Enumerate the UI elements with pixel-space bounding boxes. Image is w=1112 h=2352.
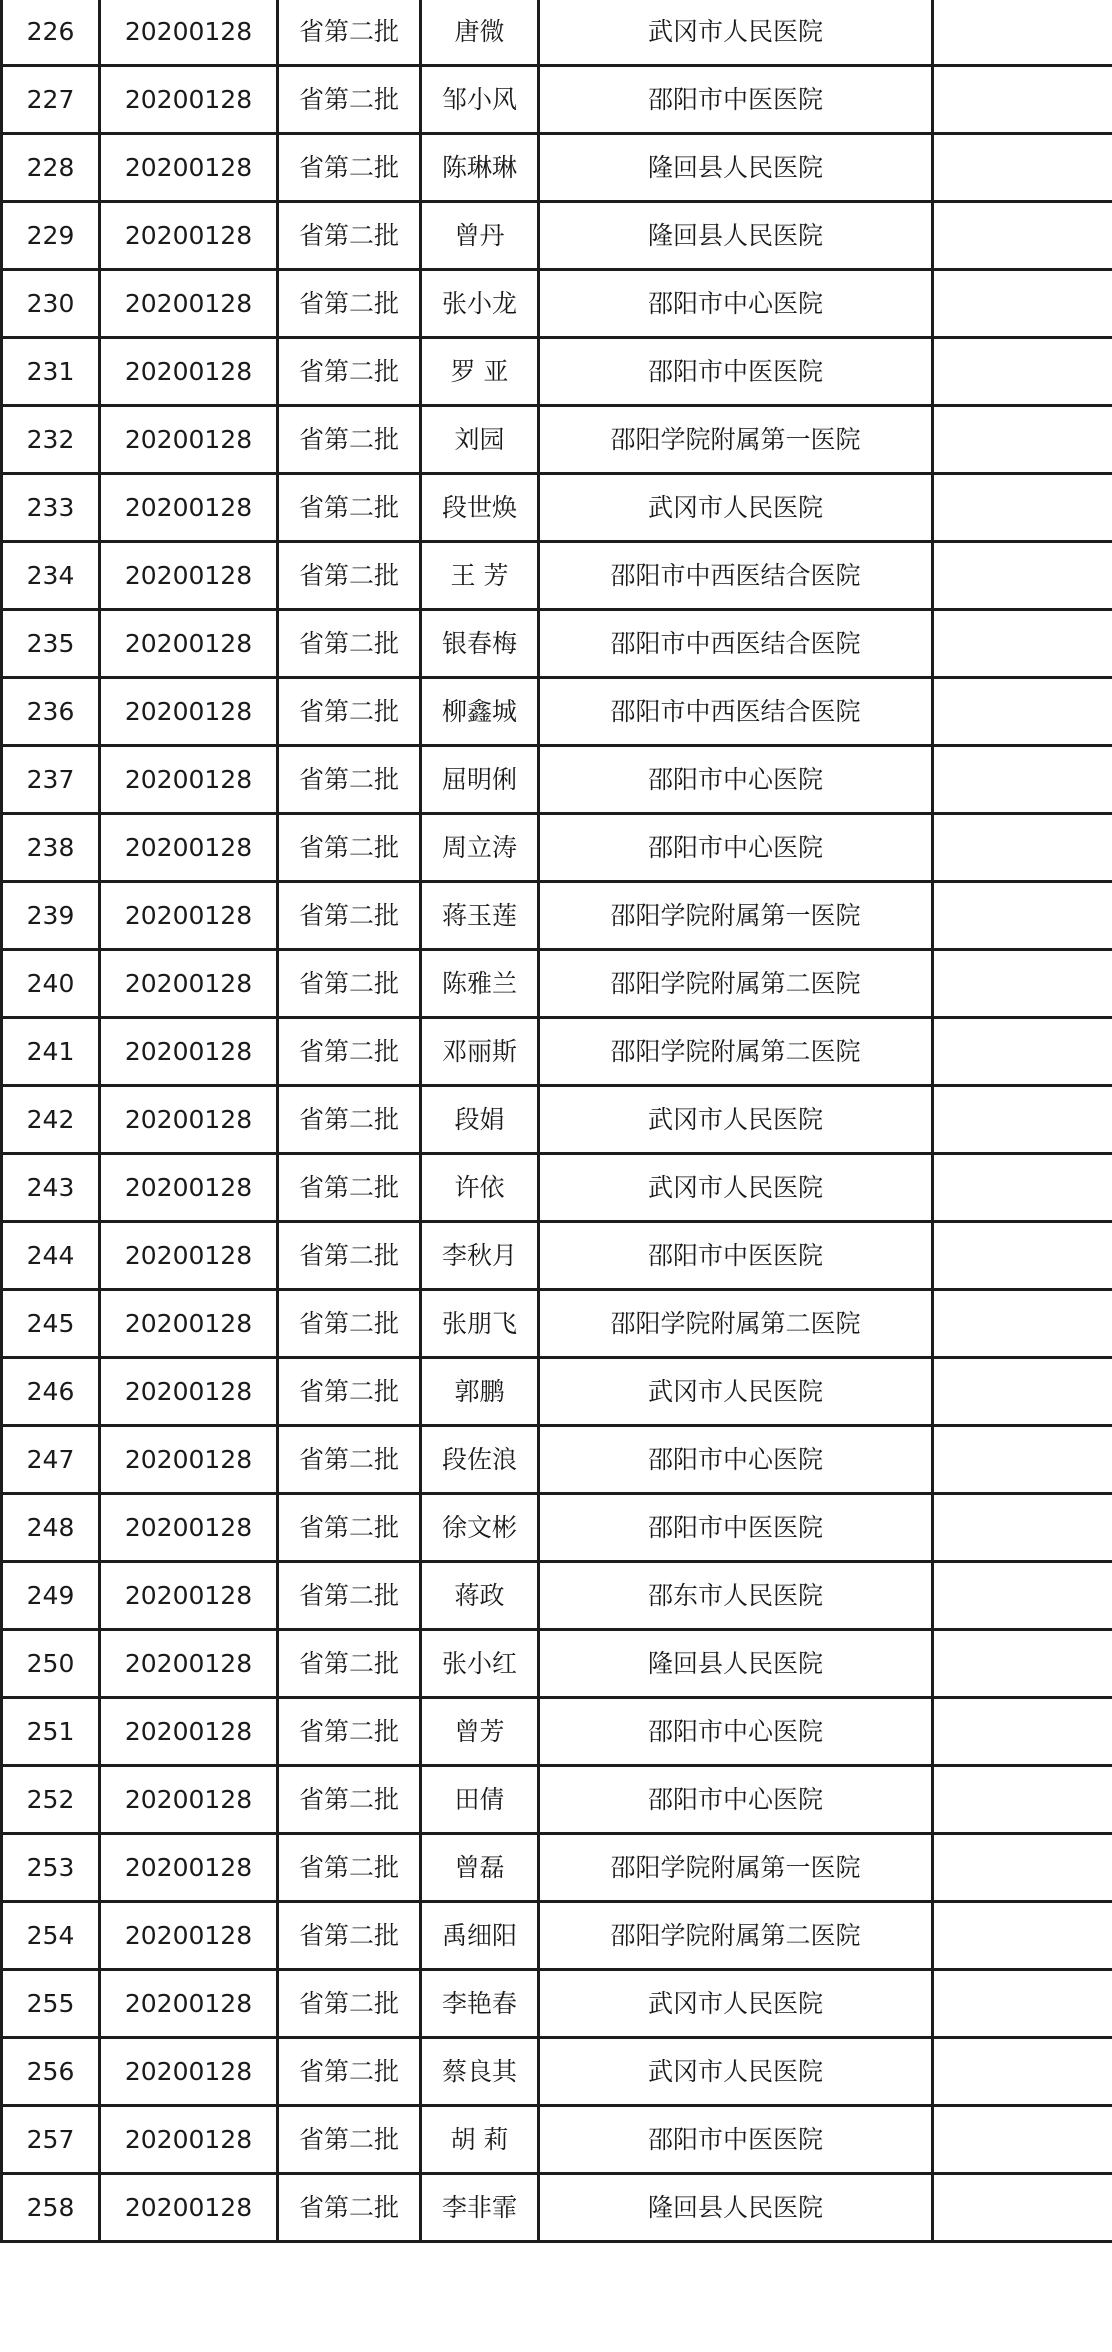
batch-cell: 省第二批 xyxy=(278,1630,421,1698)
hospital-cell: 邵阳市中心医院 xyxy=(539,1426,933,1494)
note-cell xyxy=(933,1562,1112,1630)
name-cell: 王 芳 xyxy=(421,542,539,610)
table-row xyxy=(2,1902,1112,1970)
note-cell xyxy=(933,134,1112,202)
date-cell: 20200128 xyxy=(100,474,278,542)
date-cell: 20200128 xyxy=(100,542,278,610)
row-number-cell: 244 xyxy=(2,1222,100,1290)
row-number-cell: 250 xyxy=(2,1630,100,1698)
date-cell: 20200128 xyxy=(100,678,278,746)
date-cell: 20200128 xyxy=(100,1494,278,1562)
batch-cell: 省第二批 xyxy=(278,1494,421,1562)
hospital-cell: 邵阳市中心医院 xyxy=(539,1766,933,1834)
hospital-cell: 邵阳市中医医院 xyxy=(539,2106,933,2174)
batch-cell: 省第二批 xyxy=(278,610,421,678)
name-cell: 张小红 xyxy=(421,1630,539,1698)
date-cell: 20200128 xyxy=(100,1562,278,1630)
hospital-cell: 邵阳市中医医院 xyxy=(539,338,933,406)
hospital-cell: 武冈市人民医院 xyxy=(539,474,933,542)
row-number-cell: 242 xyxy=(2,1086,100,1154)
table-row xyxy=(2,0,1112,66)
name-cell: 邹小风 xyxy=(421,66,539,134)
date-cell: 20200128 xyxy=(100,1970,278,2038)
table-row xyxy=(2,814,1112,882)
name-cell: 李秋月 xyxy=(421,1222,539,1290)
row-number-cell: 231 xyxy=(2,338,100,406)
table-row xyxy=(2,1494,1112,1562)
note-cell xyxy=(933,1358,1112,1426)
batch-cell: 省第二批 xyxy=(278,2038,421,2106)
date-cell: 20200128 xyxy=(100,270,278,338)
table-row xyxy=(2,2038,1112,2106)
row-number-cell: 257 xyxy=(2,2106,100,2174)
table-row xyxy=(2,1562,1112,1630)
hospital-cell: 隆回县人民医院 xyxy=(539,202,933,270)
date-cell: 20200128 xyxy=(100,746,278,814)
date-cell: 20200128 xyxy=(100,1698,278,1766)
note-cell xyxy=(933,66,1112,134)
table-row xyxy=(2,1766,1112,1834)
row-number-cell: 245 xyxy=(2,1290,100,1358)
note-cell xyxy=(933,1154,1112,1222)
row-number-cell: 232 xyxy=(2,406,100,474)
table-row xyxy=(2,474,1112,542)
note-cell xyxy=(933,0,1112,66)
hospital-cell: 邵阳市中医医院 xyxy=(539,66,933,134)
date-cell: 20200128 xyxy=(100,0,278,66)
table-row xyxy=(2,2174,1112,2242)
row-number-cell: 227 xyxy=(2,66,100,134)
batch-cell: 省第二批 xyxy=(278,746,421,814)
hospital-cell: 邵阳学院附属第一医院 xyxy=(539,882,933,950)
name-cell: 蔡良其 xyxy=(421,2038,539,2106)
note-cell xyxy=(933,1086,1112,1154)
row-number-cell: 239 xyxy=(2,882,100,950)
name-cell: 曾芳 xyxy=(421,1698,539,1766)
date-cell: 20200128 xyxy=(100,1018,278,1086)
row-number-cell: 251 xyxy=(2,1698,100,1766)
row-number-cell: 234 xyxy=(2,542,100,610)
date-cell: 20200128 xyxy=(100,882,278,950)
row-number-cell: 236 xyxy=(2,678,100,746)
row-number-cell: 229 xyxy=(2,202,100,270)
hospital-cell: 邵阳学院附属第一医院 xyxy=(539,1834,933,1902)
note-cell xyxy=(933,950,1112,1018)
name-cell: 段世焕 xyxy=(421,474,539,542)
note-cell xyxy=(933,1902,1112,1970)
batch-cell: 省第二批 xyxy=(278,2106,421,2174)
date-cell: 20200128 xyxy=(100,1358,278,1426)
batch-cell: 省第二批 xyxy=(278,406,421,474)
note-cell xyxy=(933,1766,1112,1834)
hospital-cell: 邵阳市中心医院 xyxy=(539,814,933,882)
name-cell: 唐微 xyxy=(421,0,539,66)
name-cell: 屈明俐 xyxy=(421,746,539,814)
batch-cell: 省第二批 xyxy=(278,1018,421,1086)
name-cell: 曾磊 xyxy=(421,1834,539,1902)
name-cell: 陈琳琳 xyxy=(421,134,539,202)
hospital-cell: 武冈市人民医院 xyxy=(539,1154,933,1222)
note-cell xyxy=(933,882,1112,950)
name-cell: 银春梅 xyxy=(421,610,539,678)
note-cell xyxy=(933,2038,1112,2106)
table-row xyxy=(2,678,1112,746)
batch-cell: 省第二批 xyxy=(278,2174,421,2242)
note-cell xyxy=(933,1290,1112,1358)
table-row xyxy=(2,1630,1112,1698)
name-cell: 张小龙 xyxy=(421,270,539,338)
note-cell xyxy=(933,1698,1112,1766)
date-cell: 20200128 xyxy=(100,134,278,202)
batch-cell: 省第二批 xyxy=(278,134,421,202)
batch-cell: 省第二批 xyxy=(278,1358,421,1426)
note-cell xyxy=(933,1970,1112,2038)
note-cell xyxy=(933,270,1112,338)
batch-cell: 省第二批 xyxy=(278,1698,421,1766)
date-cell: 20200128 xyxy=(100,610,278,678)
note-cell xyxy=(933,474,1112,542)
date-cell: 20200128 xyxy=(100,1154,278,1222)
note-cell xyxy=(933,1834,1112,1902)
name-cell: 邓丽斯 xyxy=(421,1018,539,1086)
batch-cell: 省第二批 xyxy=(278,270,421,338)
name-cell: 罗 亚 xyxy=(421,338,539,406)
name-cell: 段娟 xyxy=(421,1086,539,1154)
table-row xyxy=(2,134,1112,202)
batch-cell: 省第二批 xyxy=(278,1970,421,2038)
table-row xyxy=(2,610,1112,678)
batch-cell: 省第二批 xyxy=(278,474,421,542)
table-row xyxy=(2,882,1112,950)
hospital-cell: 邵阳市中心医院 xyxy=(539,270,933,338)
hospital-cell: 武冈市人民医院 xyxy=(539,1358,933,1426)
row-number-cell: 238 xyxy=(2,814,100,882)
table-row xyxy=(2,950,1112,1018)
hospital-cell: 邵阳学院附属第二医院 xyxy=(539,1018,933,1086)
note-cell xyxy=(933,814,1112,882)
batch-cell: 省第二批 xyxy=(278,0,421,66)
table-row xyxy=(2,66,1112,134)
row-number-cell: 247 xyxy=(2,1426,100,1494)
note-cell xyxy=(933,2174,1112,2242)
date-cell: 20200128 xyxy=(100,1086,278,1154)
row-number-cell: 256 xyxy=(2,2038,100,2106)
date-cell: 20200128 xyxy=(100,1630,278,1698)
hospital-cell: 邵阳学院附属第二医院 xyxy=(539,950,933,1018)
hospital-cell: 邵阳市中西医结合医院 xyxy=(539,610,933,678)
hospital-cell: 邵阳市中心医院 xyxy=(539,746,933,814)
name-cell: 李艳春 xyxy=(421,1970,539,2038)
batch-cell: 省第二批 xyxy=(278,814,421,882)
table-row xyxy=(2,1698,1112,1766)
row-number-cell: 233 xyxy=(2,474,100,542)
date-cell: 20200128 xyxy=(100,950,278,1018)
hospital-cell: 邵阳学院附属第一医院 xyxy=(539,406,933,474)
table-row xyxy=(2,746,1112,814)
hospital-cell: 邵阳市中西医结合医院 xyxy=(539,678,933,746)
batch-cell: 省第二批 xyxy=(278,1154,421,1222)
note-cell xyxy=(933,746,1112,814)
hospital-cell: 邵阳学院附属第二医院 xyxy=(539,1902,933,1970)
row-number-cell: 228 xyxy=(2,134,100,202)
name-cell: 蒋玉莲 xyxy=(421,882,539,950)
date-cell: 20200128 xyxy=(100,66,278,134)
table-body xyxy=(2,0,1112,2242)
row-number-cell: 241 xyxy=(2,1018,100,1086)
hospital-cell: 邵东市人民医院 xyxy=(539,1562,933,1630)
batch-cell: 省第二批 xyxy=(278,1086,421,1154)
hospital-cell: 武冈市人民医院 xyxy=(539,1086,933,1154)
batch-cell: 省第二批 xyxy=(278,1290,421,1358)
batch-cell: 省第二批 xyxy=(278,66,421,134)
table-row xyxy=(2,1086,1112,1154)
table-row xyxy=(2,270,1112,338)
row-number-cell: 235 xyxy=(2,610,100,678)
note-cell xyxy=(933,542,1112,610)
table-row xyxy=(2,202,1112,270)
row-number-cell: 253 xyxy=(2,1834,100,1902)
name-cell: 郭鹏 xyxy=(421,1358,539,1426)
date-cell: 20200128 xyxy=(100,2038,278,2106)
name-cell: 李非霏 xyxy=(421,2174,539,2242)
hospital-cell: 邵阳市中心医院 xyxy=(539,1698,933,1766)
batch-cell: 省第二批 xyxy=(278,202,421,270)
row-number-cell: 248 xyxy=(2,1494,100,1562)
hospital-cell: 隆回县人民医院 xyxy=(539,134,933,202)
name-cell: 陈雅兰 xyxy=(421,950,539,1018)
hospital-cell: 武冈市人民医院 xyxy=(539,2038,933,2106)
note-cell xyxy=(933,406,1112,474)
date-cell: 20200128 xyxy=(100,814,278,882)
date-cell: 20200128 xyxy=(100,338,278,406)
batch-cell: 省第二批 xyxy=(278,678,421,746)
table-row xyxy=(2,1426,1112,1494)
row-number-cell: 252 xyxy=(2,1766,100,1834)
table-row xyxy=(2,338,1112,406)
note-cell xyxy=(933,1222,1112,1290)
name-cell: 许依 xyxy=(421,1154,539,1222)
name-cell: 禹细阳 xyxy=(421,1902,539,1970)
name-cell: 胡 莉 xyxy=(421,2106,539,2174)
hospital-cell: 邵阳市中西医结合医院 xyxy=(539,542,933,610)
name-cell: 柳鑫城 xyxy=(421,678,539,746)
date-cell: 20200128 xyxy=(100,1766,278,1834)
table-row xyxy=(2,1154,1112,1222)
name-cell: 段佐浪 xyxy=(421,1426,539,1494)
date-cell: 20200128 xyxy=(100,2106,278,2174)
batch-cell: 省第二批 xyxy=(278,882,421,950)
row-number-cell: 237 xyxy=(2,746,100,814)
name-cell: 徐文彬 xyxy=(421,1494,539,1562)
row-number-cell: 226 xyxy=(2,0,100,66)
table-row xyxy=(2,1358,1112,1426)
table-row xyxy=(2,406,1112,474)
note-cell xyxy=(933,610,1112,678)
batch-cell: 省第二批 xyxy=(278,1426,421,1494)
date-cell: 20200128 xyxy=(100,406,278,474)
row-number-cell: 249 xyxy=(2,1562,100,1630)
row-number-cell: 254 xyxy=(2,1902,100,1970)
batch-cell: 省第二批 xyxy=(278,1222,421,1290)
row-number-cell: 240 xyxy=(2,950,100,1018)
row-number-cell: 258 xyxy=(2,2174,100,2242)
hospital-cell: 隆回县人民医院 xyxy=(539,1630,933,1698)
name-cell: 蒋政 xyxy=(421,1562,539,1630)
batch-cell: 省第二批 xyxy=(278,950,421,1018)
table-row xyxy=(2,1222,1112,1290)
date-cell: 20200128 xyxy=(100,1426,278,1494)
table-row xyxy=(2,542,1112,610)
note-cell xyxy=(933,1494,1112,1562)
row-number-cell: 243 xyxy=(2,1154,100,1222)
batch-cell: 省第二批 xyxy=(278,1902,421,1970)
hospital-cell: 邵阳市中医医院 xyxy=(539,1494,933,1562)
row-number-cell: 230 xyxy=(2,270,100,338)
table-row xyxy=(2,1970,1112,2038)
row-number-cell: 255 xyxy=(2,1970,100,2038)
hospital-cell: 武冈市人民医院 xyxy=(539,0,933,66)
date-cell: 20200128 xyxy=(100,202,278,270)
table-row xyxy=(2,1290,1112,1358)
batch-cell: 省第二批 xyxy=(278,1766,421,1834)
batch-cell: 省第二批 xyxy=(278,1562,421,1630)
hospital-cell: 隆回县人民医院 xyxy=(539,2174,933,2242)
name-cell: 田倩 xyxy=(421,1766,539,1834)
note-cell xyxy=(933,1426,1112,1494)
table-row xyxy=(2,2106,1112,2174)
row-number-cell: 246 xyxy=(2,1358,100,1426)
table-row xyxy=(2,1018,1112,1086)
note-cell xyxy=(933,338,1112,406)
note-cell xyxy=(933,202,1112,270)
date-cell: 20200128 xyxy=(100,1290,278,1358)
hospital-cell: 邵阳学院附属第二医院 xyxy=(539,1290,933,1358)
date-cell: 20200128 xyxy=(100,1902,278,1970)
hospital-cell: 武冈市人民医院 xyxy=(539,1970,933,2038)
batch-cell: 省第二批 xyxy=(278,542,421,610)
hospital-cell: 邵阳市中医医院 xyxy=(539,1222,933,1290)
date-cell: 20200128 xyxy=(100,1834,278,1902)
date-cell: 20200128 xyxy=(100,2174,278,2242)
batch-cell: 省第二批 xyxy=(278,1834,421,1902)
note-cell xyxy=(933,1018,1112,1086)
table-row xyxy=(2,1834,1112,1902)
note-cell xyxy=(933,678,1112,746)
name-cell: 曾丹 xyxy=(421,202,539,270)
note-cell xyxy=(933,1630,1112,1698)
name-cell: 周立涛 xyxy=(421,814,539,882)
batch-cell: 省第二批 xyxy=(278,338,421,406)
date-cell: 20200128 xyxy=(100,1222,278,1290)
name-cell: 刘园 xyxy=(421,406,539,474)
note-cell xyxy=(933,2106,1112,2174)
name-cell: 张朋飞 xyxy=(421,1290,539,1358)
